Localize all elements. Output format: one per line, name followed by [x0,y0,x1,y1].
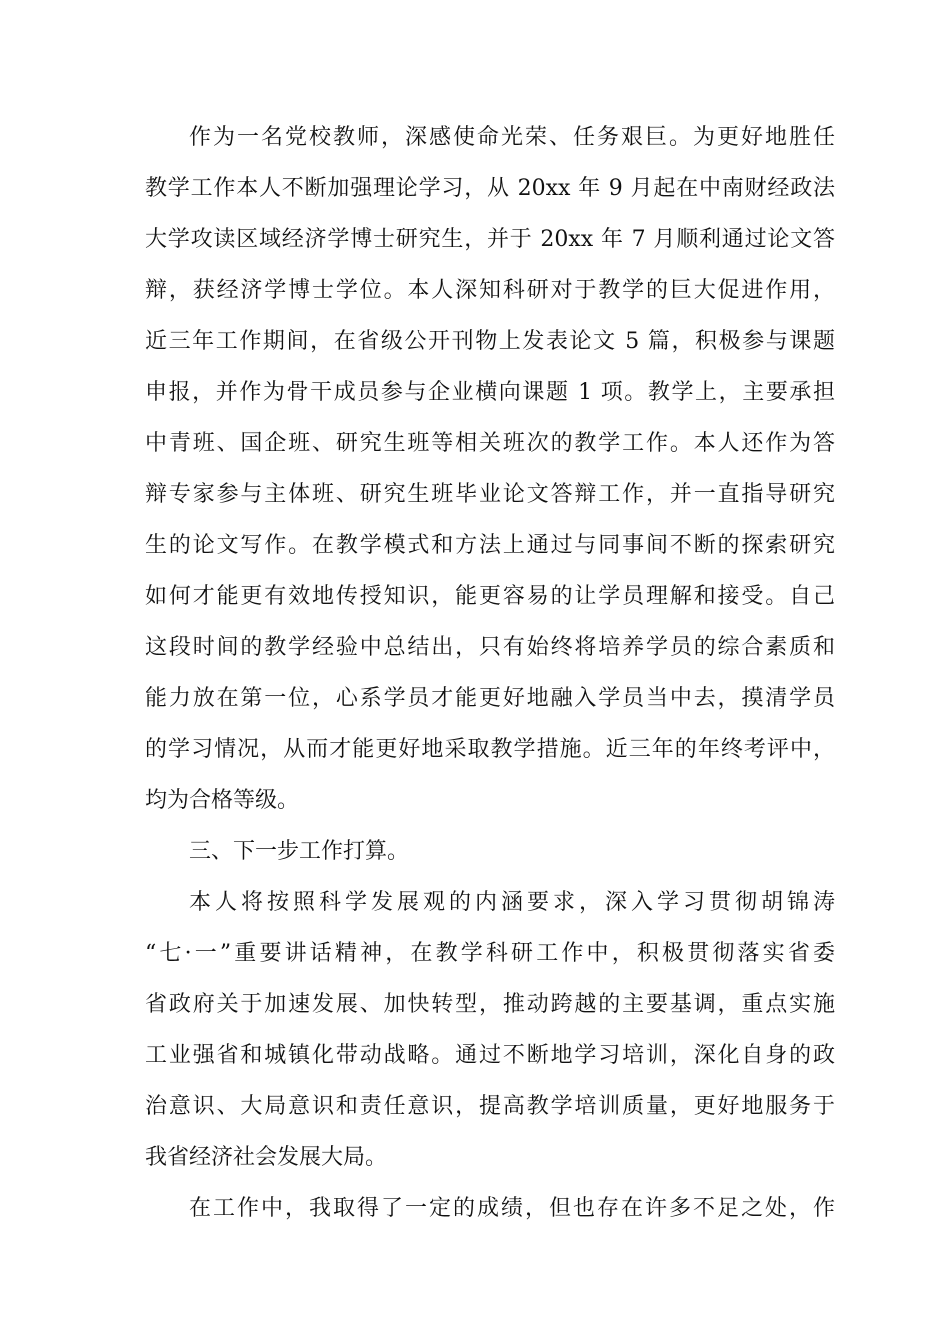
section-heading: 三、下一步工作打算。 [189,839,410,864]
text-line: 本人将按照科学发展观的内涵要求，深入学习贯彻胡锦涛 [189,890,835,915]
text-line: “七·一”重要讲话精神，在教学科研工作中，积极贯彻落实省委 [145,941,835,966]
text-line: 近三年工作期间，在省级公开刊物上发表论文 5 篇，积极参与课题 [145,329,835,354]
text-line: 工业强省和城镇化带动战略。通过不断地学习培训，深化自身的政 [145,1043,835,1068]
text-line: 辩专家参与主体班、研究生班毕业论文答辩工作，并一直指导研究 [145,482,835,507]
text-line: 均为合格等级。 [145,788,300,813]
text-line: 辩，获经济学博士学位。本人深知科研对于教学的巨大促进作用， [145,278,835,303]
text-line: 申报，并作为骨干成员参与企业横向课题 1 项。教学上，主要承担 [145,380,835,405]
text-line: 教学工作本人不断加强理论学习，从 20xx 年 9 月起在中南财经政法 [145,176,835,201]
text-line: 省政府关于加速发展、加快转型，推动跨越的主要基调，重点实施 [145,992,835,1017]
text-line: 中青班、国企班、研究生班等相关班次的教学工作。本人还作为答 [145,431,835,456]
text-line: 的学习情况，从而才能更好地采取教学措施。近三年的年终考评中， [145,737,835,762]
text-line: 如何才能更有效地传授知识，能更容易的让学员理解和接受。自己 [145,584,835,609]
text-line: 能力放在第一位，心系学员才能更好地融入学员当中去，摸清学员 [145,686,835,711]
text-line: 作为一名党校教师，深感使命光荣、任务艰巨。为更好地胜任 [189,125,835,150]
text-line: 生的论文写作。在教学模式和方法上通过与同事间不断的探索研究 [145,533,835,558]
text-line: 在工作中，我取得了一定的成绩，但也存在许多不足之处，作 [189,1196,835,1221]
text-line: 我省经济社会发展大局。 [145,1145,388,1170]
text-line: 治意识、大局意识和责任意识，提高教学培训质量，更好地服务于 [145,1094,835,1119]
text-line: 大学攻读区域经济学博士研究生，并于 20xx 年 7 月顺利通过论文答 [145,227,835,252]
text-line: 这段时间的教学经验中总结出，只有始终将培养学员的综合素质和 [145,635,835,660]
